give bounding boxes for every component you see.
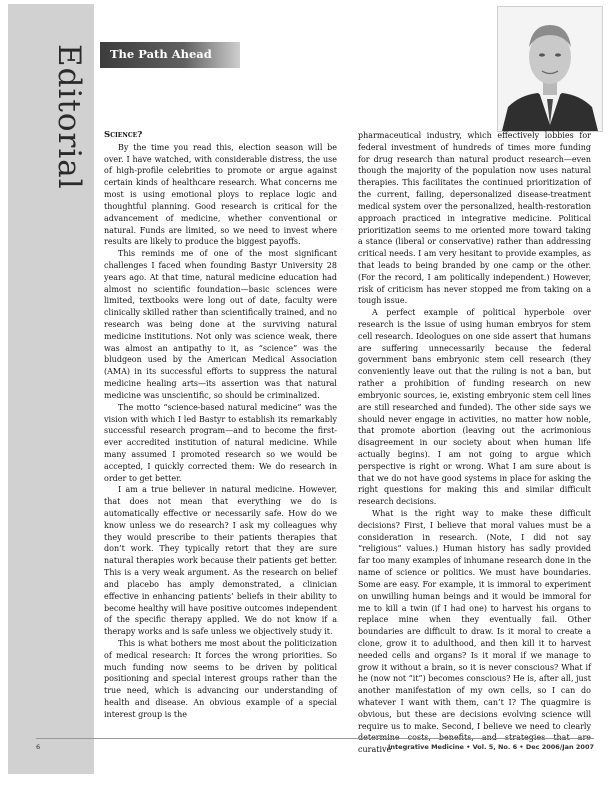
- article-column-right: [358, 130, 591, 756]
- article-paragraph: I am a true believer in natural medicine. However, that does not mean that everything we do is automatically effective or necessarily safe. How do we know unless we do research? I ask my colleagues why they would prescribe to their patients therapies that don’t work. They typically retort that they are sure natural therapies work because their patients get better. This is a very weak argument. As the research on belief and placebo has amply demonstrated, a clinician effective in enhancing patients’ beliefs in their ability to become healthy will have positive outcomes independent of the specific therapy applied. We do not know if a therapy works and is safe unless we objectively study it.: [104, 485, 337, 637]
- article-paragraph: This reminds me of one of the most significant challenges I faced when founding Bastyr University 28 years ago. At that time, natural medicine education had almost no scientific foundation—basic sciences were limited, textbooks were long out of date, faculty were clinically skilled rather than scientifically trained, and no research was being done at the surviving natural medicine institutions. Not only was science weak, there was almost an antipathy to it, as “science” was the bludgeon used by the American Medical Association (AMA) in its successful efforts to suppress the natural medicine healing arts—its assertion was that natural medicine was unscientific, so should be criminalized.: [104, 249, 337, 400]
- article-paragraph: This is what bothers me most about the politicization of medical research: It forces the wrong priorities. So much funding now seems to be driven by political positioning and special interest groups rather than the true need, which is advancing our understanding of health and disease. An obvious example of a special interest group is the: [104, 638, 337, 719]
- author-portrait-image: [498, 7, 602, 131]
- article-paragraph: A perfect example of political hyperbole over research is the issue of using human embryos for stem cell research. Ideologues on one side assert that humans are suffering unnecessarily because the federal government bans embryonic stem cell research (they conveniently leave out that the ruling is not a ban, but rather a prohibition of funding research on new embryonic sources, ie, existing embryonic stem cell lines are still researched and funded). The other side says we should never engage in activities, no matter how noble, that promote abortion (leaving out the acrimonious disagreement in our society about when human life actually begins). I am not going to argue which perspective is right or wrong. What I am sure about is that we do not have good systems in place for asking the right questions for making this and similar difficult research decisions.: [358, 308, 591, 507]
- article-paragraph: What is the right way to make these difficult decisions? First, I believe that moral values must be a consideration in research. (Note, I did not say “religious” values.) Human history has sadly provided far too many examples of inhumane research done in the name of science or politics. We must have boundaries. Some are easy. For example, it is immoral to experiment on unwilling human beings and it would be immoral for me to kill a twin (if I had one) to harvest his organs to replace mine when they eventually fail. Other boundaries are difficult to draw. Is it moral to create a clone, grow it to adulthood, and then kill it to harvest needed cells and organs? Is it moral if we manage to grow it without a brain, so it is never conscious? What if he (now not “it”) becomes conscious? He is, after all, just another manifestation of my own cells, so I can do whatever I want with them, can’t I? The quagmire is obvious, but these are decisions evolving science will require us to make. Second, I believe we need to clearly determine costs, benefits, and strategies that are curative: [358, 509, 591, 755]
- section-sidebar: [8, 4, 94, 774]
- section-title-vertical: Editorial: [51, 44, 87, 190]
- article-paragraph: The motto “science-based natural medicine” was the vision with which I led Bastyr to establish its remarkably successful research program—and to become the first-ever accredited institution of natural medicine. While many assumed I promoted research so we would be accepted, I quickly corrected them: We do research in order to get better.: [104, 402, 337, 483]
- article-paragraph-continued: pharmaceutical industry, which effectively lobbies for federal investment of hundreds of times more funding for drug research than natural product research—even though the majority of the population now uses natural therapies. This facilitates the continued prioritization of the current, failing, depersonalized disease-treatment medical system over the personalized, health-restoration approach practiced in integrative medicine. Political prioritization seems to me oriented more toward taking a stance (liberal or conservative) rather than addressing critical needs. I am very hesitant to provide examples, as that leads to being branded by one camp or the other. (For the record, I am politically independent.) However, risk of criticism has never stopped me from taking on a tough issue.: [358, 131, 591, 306]
- column-header-label: The Path Ahead: [110, 47, 212, 61]
- article-section-heading: Science?: [104, 130, 143, 140]
- footer-divider: [36, 738, 594, 739]
- journal-citation: Integrative Medicine • Vol. 5, No. 6 • Dec 2006/Jan 2007: [388, 743, 594, 751]
- article-column-left: [104, 130, 337, 721]
- page-number: 6: [36, 743, 41, 751]
- article-paragraph: By the time you read this, election season will be over. I have watched, with considerable distress, the use of high-profile celebrities to promote or argue against certain kinds of healthcare research. What concerns me most is using emotional ploys to replace logic and thoughtful planning. Good research is critical for the advancement of medicine, whether conventional or natural. Funds are limited, so we need to invest where results are likely to produce the biggest payoffs.: [104, 142, 337, 247]
- column-header-bar: [100, 42, 240, 68]
- author-photo: [497, 6, 603, 132]
